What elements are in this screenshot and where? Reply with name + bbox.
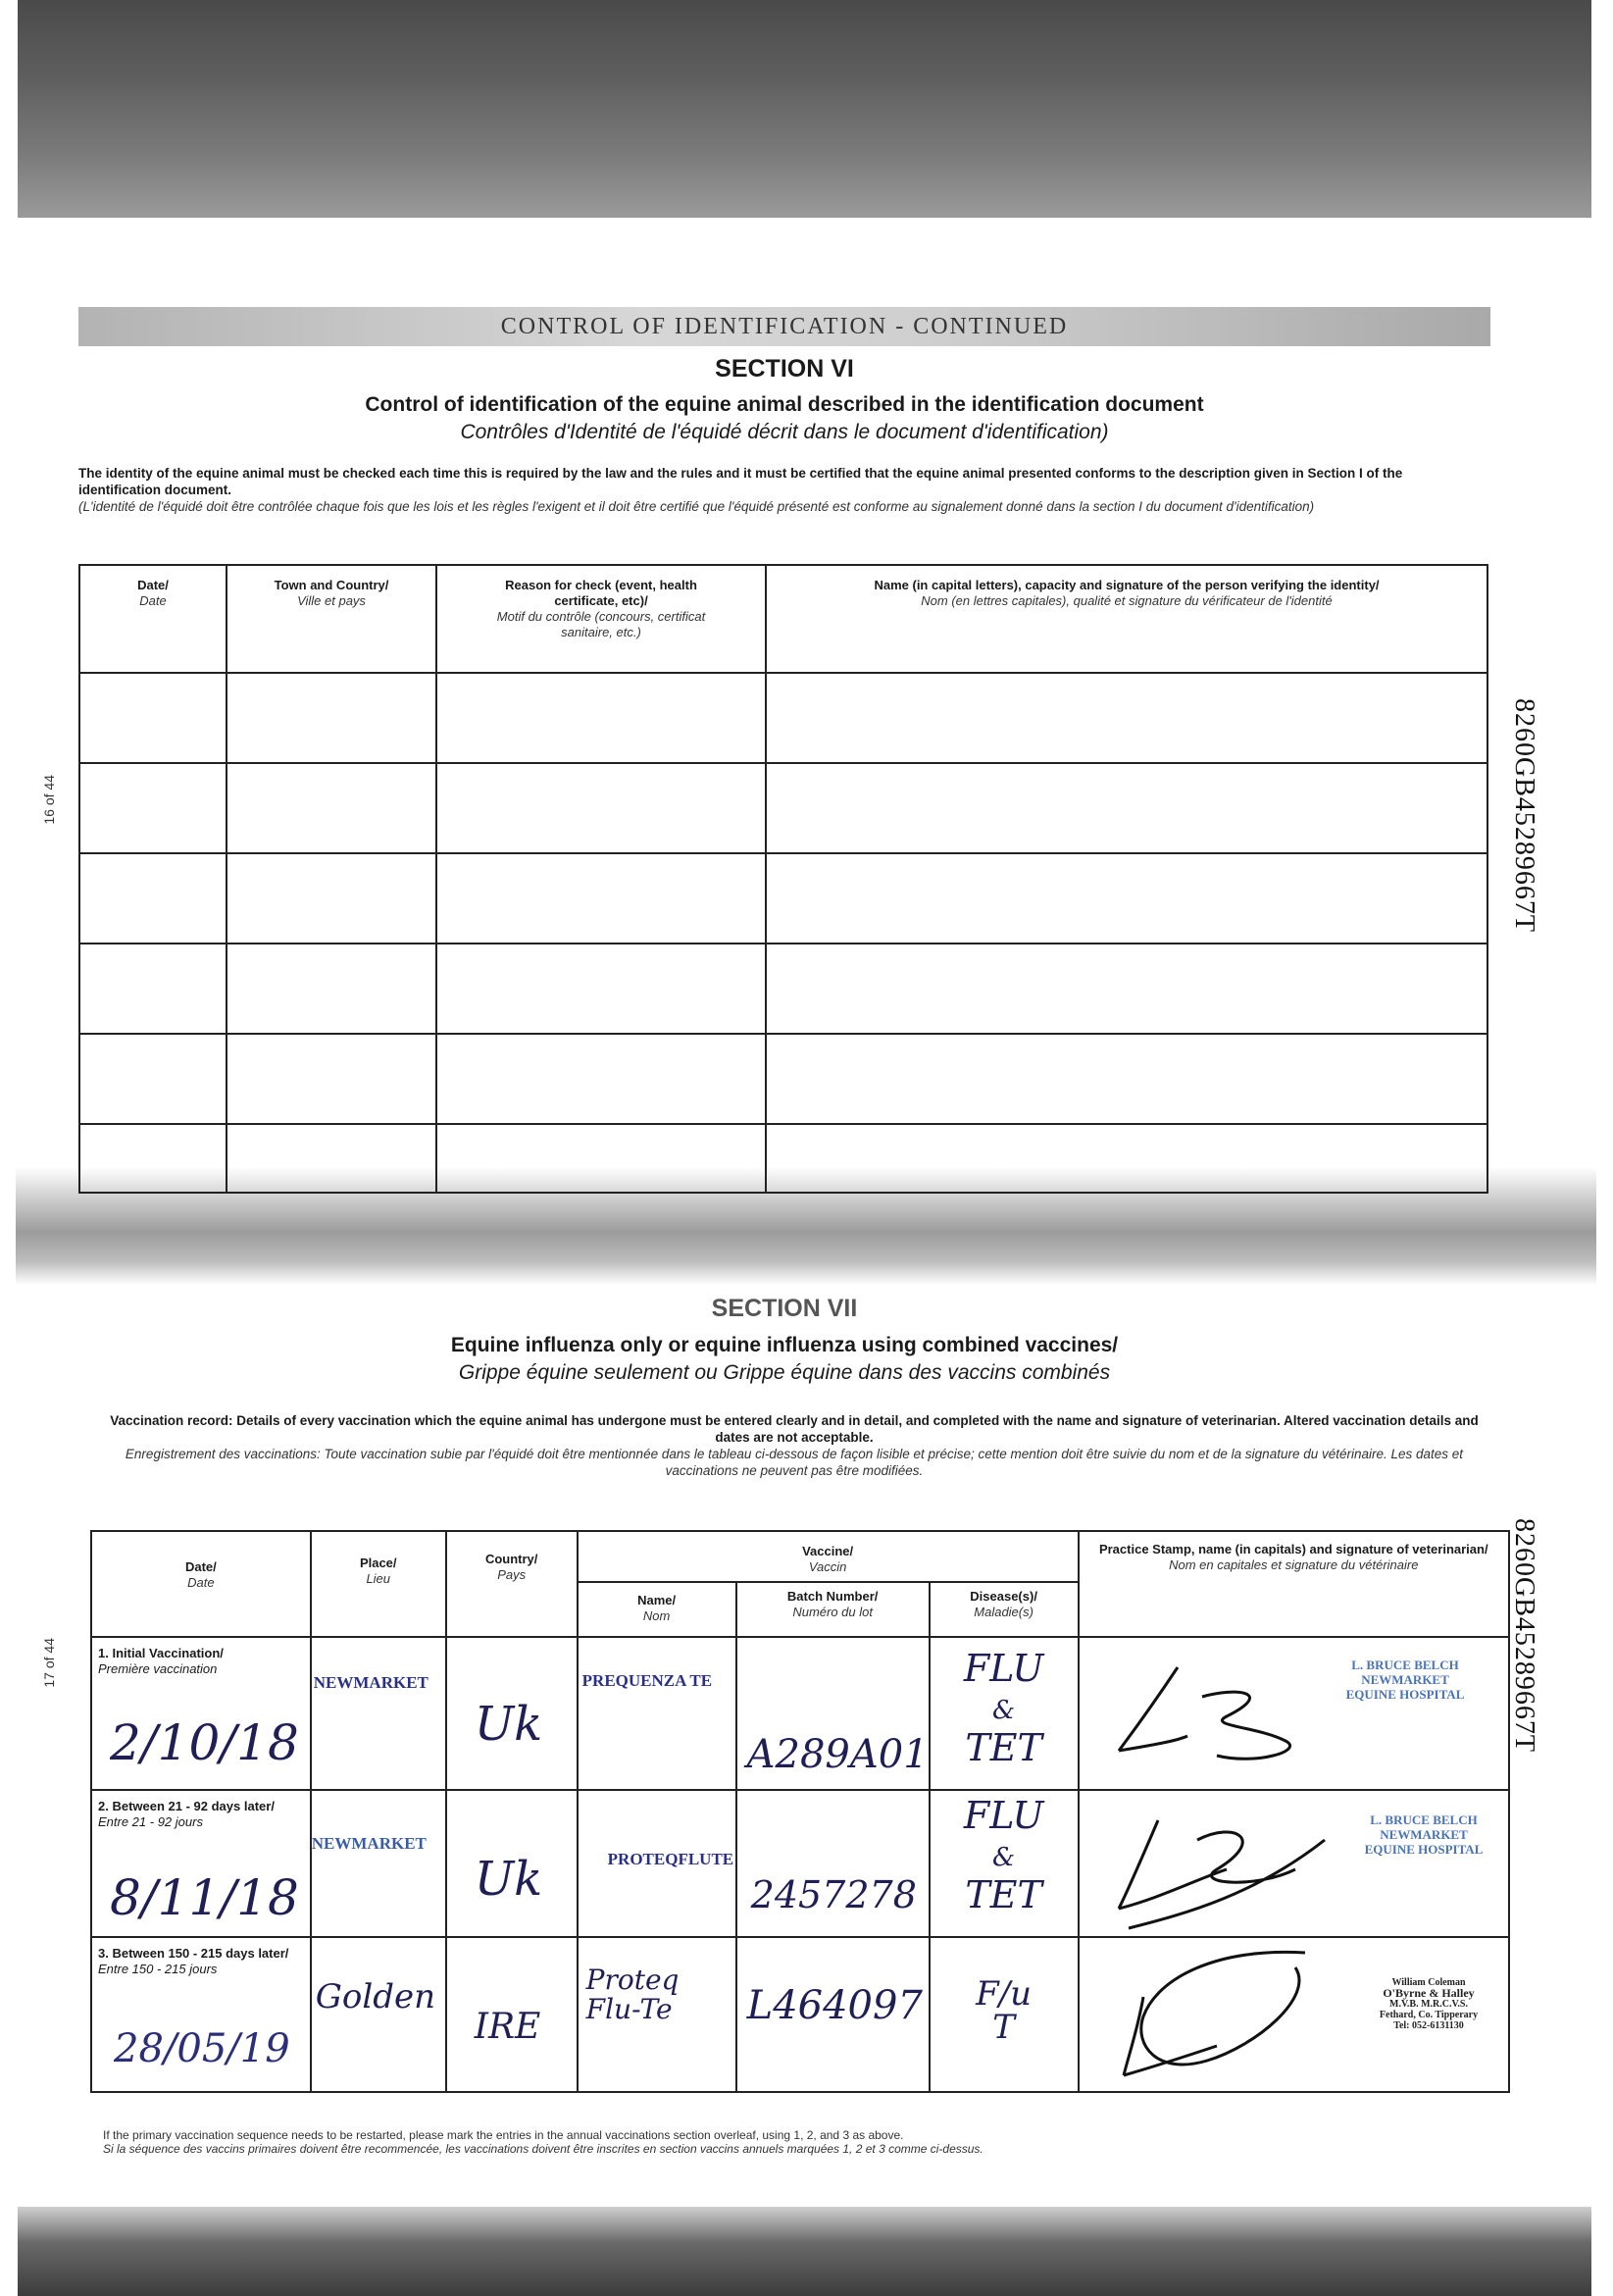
instruction-en: The identity of the equine animal must be checked each time this is required by the law and the rules and it must be certified that the equine animal presented conforms to the description given in Section I of the identification document. [78, 466, 1403, 497]
section-vi-instruction [78, 465, 1471, 515]
scan-shadow-bottom [18, 2207, 1591, 2296]
practice-stamp-1: L. BRUCE BELCH NEWMARKET EQUINE HOSPITAL [1345, 1658, 1465, 1702]
scan-shadow-top [18, 0, 1591, 218]
header-practice-stamp: Practice Stamp, name (in capitals) and signature of veterinarian/ Nom en capitales et signature du vétérinaire [1079, 1531, 1509, 1637]
cell-reason[interactable] [436, 673, 766, 763]
cell-date[interactable] [79, 1034, 227, 1124]
disease-value: FLU & TET [963, 1647, 1044, 1769]
section-vi-subtitle: Control of identification of the equine animal described in the identification document [365, 393, 1204, 416]
cell-verifier[interactable] [766, 673, 1487, 763]
side-code-lower: 8260GB45289667T [1509, 1518, 1539, 1753]
disease-value: F/u T [976, 1974, 1033, 2047]
cell-vaccine-name[interactable] [578, 1637, 736, 1790]
table-row [79, 1124, 1487, 1193]
vaccination-row-1 [91, 1637, 1509, 1790]
cell-date[interactable] [79, 944, 227, 1034]
cell-town[interactable] [227, 673, 436, 763]
footnote-fr: Si la séquence des vaccins primaires doivent être recommencée, les vaccinations doivent être inscrites en section vaccins annuels marquées 1, 2 et 3 comme ci-dessus. [103, 2142, 983, 2156]
header-vacc-date: Date/ Date [91, 1531, 311, 1637]
header-vaccine: Vaccine/ Vaccin [578, 1531, 1079, 1582]
cell-verifier[interactable] [766, 1034, 1487, 1124]
cell-practice-stamp[interactable] [1079, 1937, 1509, 2092]
table-row [79, 763, 1487, 853]
country-value: Uk [474, 1852, 543, 1907]
table-row [79, 673, 1487, 763]
identification-check-table [78, 564, 1488, 1194]
cell-vaccine-name[interactable] [578, 1790, 736, 1937]
vaccine-name-value: PREQUENZA TE [581, 1671, 713, 1690]
vaccination-date: 28/05/19 [114, 2026, 290, 2071]
instruction-fr: (L'identité de l'équidé doit être contrôlée chaque fois que les lois et les règles l'exigent et il doit être certifié que l'équidé présenté est conforme au signalement donné dans la section I du document d'identification) [78, 499, 1315, 514]
section-vii-subtitle-fr: Grippe équine seulement ou Grippe équine dans des vaccins combinés [458, 1361, 1111, 1384]
footnote-en: If the primary vaccination sequence needs to be restarted, please mark the entries in the annual vaccinations section overleaf, using 1, 2, and 3 as above. [103, 2128, 904, 2142]
section-vii-title: SECTION VII [711, 1295, 858, 1322]
cell-town[interactable] [227, 853, 436, 944]
cell-town[interactable] [227, 1124, 436, 1193]
vaccination-date: 2/10/18 [110, 1714, 299, 1771]
cell-town[interactable] [227, 944, 436, 1034]
cell-verifier[interactable] [766, 944, 1487, 1034]
vaccination-row-3 [91, 1937, 1509, 2092]
table-row [79, 853, 1487, 944]
cell-verifier[interactable] [766, 1124, 1487, 1193]
cell-practice-stamp[interactable] [1079, 1790, 1509, 1937]
cell-disease[interactable] [930, 1637, 1079, 1790]
practice-stamp-3: William Coleman O'Byrne & Halley M.V.B. M.R.C.V.S. Fethard, Co. Tipperary Tel: 052-6131130 [1379, 1977, 1479, 2031]
cell-disease[interactable] [930, 1790, 1079, 1937]
section-vi-subtitle-fr: Contrôles d'Identité de l'équidé décrit dans le document d'identification) [460, 421, 1109, 443]
vet-signature-3 [1099, 1938, 1335, 2085]
cell-vaccine-name[interactable] [578, 1937, 736, 2092]
cell-verifier[interactable] [766, 763, 1487, 853]
vet-signature-2 [1099, 1801, 1335, 1938]
header-town: Town and Country/ Ville et pays [227, 565, 436, 673]
vaccine-name-value: PROTEQFLUTE [607, 1850, 734, 1868]
batch-value: 2457278 [750, 1873, 917, 1916]
stage-label: 1. Initial Vaccination/ Première vaccination [98, 1646, 224, 1676]
place-value: NEWMARKET [311, 1834, 427, 1853]
cell-practice-stamp[interactable] [1079, 1637, 1509, 1790]
section-vii-subtitle: Equine influenza only or equine influenza using combined vaccines/ [450, 1334, 1119, 1356]
cell-reason[interactable] [436, 853, 766, 944]
page-number-16: 16 of 44 [41, 775, 57, 825]
cell-country[interactable] [446, 1937, 578, 2092]
cell-date[interactable] [79, 673, 227, 763]
footnote [103, 2128, 1103, 2156]
cell-stage-date[interactable] [91, 1790, 311, 1937]
vaccination-date: 8/11/18 [110, 1869, 299, 1926]
cell-reason[interactable] [436, 1034, 766, 1124]
disease-value: FLU & TET [963, 1794, 1044, 1916]
cell-town[interactable] [227, 763, 436, 853]
cell-date[interactable] [79, 763, 227, 853]
cell-batch[interactable] [736, 1637, 930, 1790]
header-reason: Reason for check (event, health certificate, etc)/ Motif du contrôle (concours, certificat sanitaire, etc.) [436, 565, 766, 673]
vet-signature-1 [1109, 1658, 1325, 1775]
cell-place[interactable] [311, 1937, 446, 2092]
header-date: Date/ Date [79, 565, 227, 673]
stage-label: 3. Between 150 - 215 days later/ Entre 150 - 215 jours [98, 1946, 289, 1976]
country-value: IRE [474, 2007, 541, 2047]
header-verifier: Name (in capital letters), capacity and signature of the person verifying the identity/ Nom (en lettres capitales), qualité et signature du vérificateur de l'identité [766, 565, 1487, 673]
place-value: Golden [315, 1977, 436, 2016]
cell-place[interactable] [311, 1637, 446, 1790]
header-country: Country/ Pays [446, 1531, 578, 1637]
vaccination-table [90, 1530, 1510, 2093]
cell-reason[interactable] [436, 944, 766, 1034]
cell-disease[interactable] [930, 1937, 1079, 2092]
cell-batch[interactable] [736, 1937, 930, 2092]
cell-reason[interactable] [436, 1124, 766, 1193]
cell-batch[interactable] [736, 1790, 930, 1937]
cell-date[interactable] [79, 1124, 227, 1193]
record-fr: Enregistrement des vaccinations: Toute vaccination subie par l'équidé doit être mentionnée dans le tableau ci-dessous de façon lisible et précise; cette mention doit être suivie du nom et de la signature du vétérinaire. Les dates et vaccinations ne peuvent pas être modifiées. [125, 1447, 1464, 1478]
batch-value: L464097 [746, 1983, 923, 2028]
record-en: Vaccination record: Details of every vaccination which the equine animal has undergone must be entered clearly and in detail, and completed with the name and signature of veterinarian. Altered vaccination details and dates are not acceptable. [110, 1413, 1479, 1445]
cell-place[interactable] [311, 1790, 446, 1937]
cell-country[interactable] [446, 1790, 578, 1937]
header-disease: Disease(s)/ Maladie(s) [930, 1582, 1079, 1637]
vaccination-row-2 [91, 1790, 1509, 1937]
cell-stage-date[interactable] [91, 1937, 311, 2092]
cell-verifier[interactable] [766, 853, 1487, 944]
cell-reason[interactable] [436, 763, 766, 853]
header-batch: Batch Number/ Numéro du lot [736, 1582, 930, 1637]
vaccine-name-value: Proteq Flu-Te [585, 1964, 680, 2025]
section-vi-title: SECTION VI [715, 355, 854, 383]
section-banner: CONTROL OF IDENTIFICATION - CONTINUED [78, 307, 1490, 346]
table-row [79, 944, 1487, 1034]
cell-town[interactable] [227, 1034, 436, 1124]
practice-stamp-2: L. BRUCE BELCH NEWMARKET EQUINE HOSPITAL [1364, 1812, 1484, 1857]
cell-stage-date[interactable] [91, 1637, 311, 1790]
header-place: Place/ Lieu [311, 1531, 446, 1637]
page-number-17: 17 of 44 [41, 1638, 57, 1688]
header-vaccine-name: Name/ Nom [578, 1582, 736, 1637]
vaccination-record-text [98, 1412, 1490, 1479]
side-code-upper: 8260GB45289667T [1509, 698, 1539, 933]
cell-date[interactable] [79, 853, 227, 944]
cell-country[interactable] [446, 1637, 578, 1790]
table-row [79, 1034, 1487, 1124]
place-value: NEWMARKET [313, 1673, 428, 1692]
batch-value: A289A01 [746, 1732, 929, 1777]
country-value: Uk [474, 1697, 543, 1752]
stage-label: 2. Between 21 - 92 days later/ Entre 21 - 92 jours [98, 1799, 275, 1829]
